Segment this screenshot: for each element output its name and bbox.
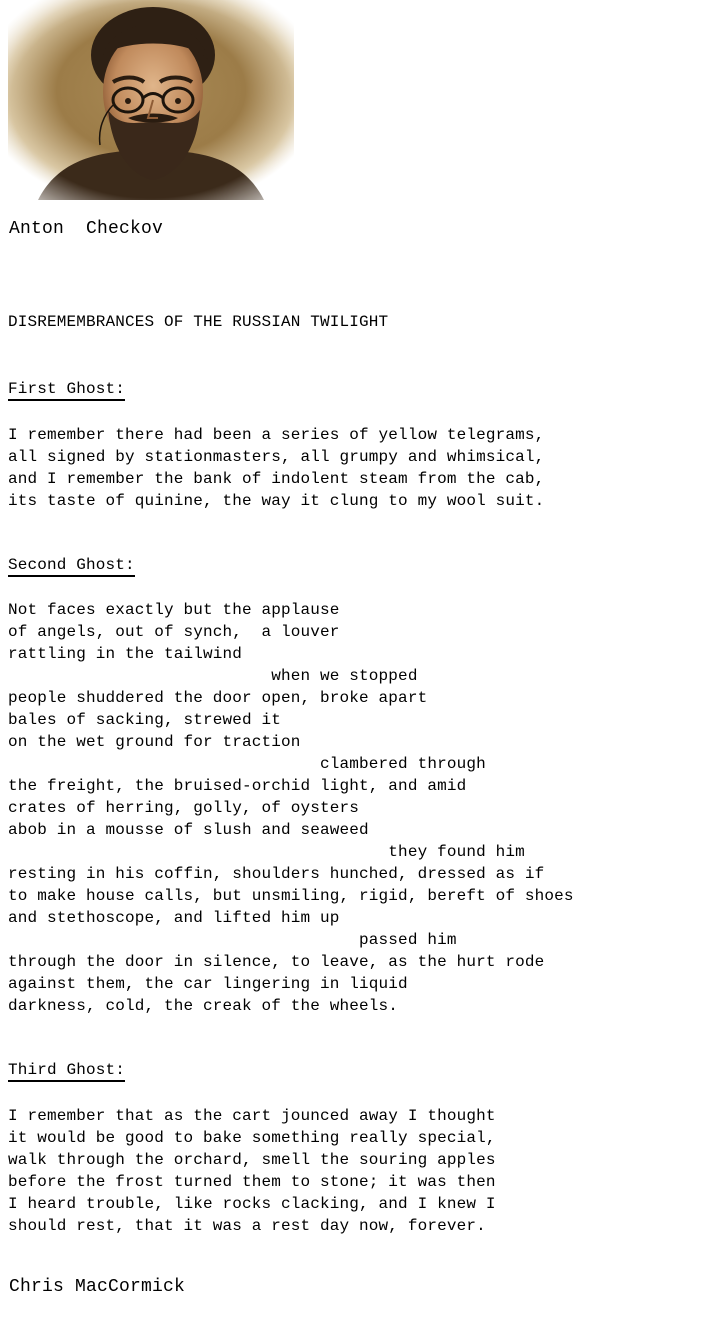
section-heading: Third Ghost: (8, 1061, 125, 1082)
poem-line: against them, the car lingering in liquid (8, 975, 408, 993)
poem-line: it would be good to bake something really special, (8, 1129, 496, 1147)
poem-line: people shuddered the door open, broke apart (8, 689, 428, 707)
poem-line: resting in his coffin, shoulders hunched, dressed as if (8, 865, 545, 883)
poem-line: I heard trouble, like rocks clacking, and I knew I (8, 1195, 496, 1213)
poem-line: through the door in silence, to leave, as the hurt rode (8, 953, 545, 971)
poem-line: clambered through (8, 755, 486, 773)
poet-signature: Chris MacCormick (9, 1277, 186, 1297)
stanza (8, 1105, 496, 1237)
poem-line: darkness, cold, the creak of the wheels. (8, 997, 399, 1015)
poem-line: I remember that as the cart jounced away I thought (8, 1107, 496, 1125)
poem-line: of angels, out of synch, a louver (8, 623, 340, 641)
poem-line: on the wet ground for traction (8, 733, 301, 751)
poem-line: before the frost turned them to stone; it was then (8, 1173, 496, 1191)
poem-line: bales of sacking, strewed it (8, 711, 282, 729)
portrait-image (8, 0, 294, 200)
author-portrait (8, 0, 294, 200)
poem-line: its taste of quinine, the way it clung to my wool suit. (8, 492, 545, 510)
poem-line: all signed by stationmasters, all grumpy and whimsical, (8, 448, 545, 466)
section-heading: Second Ghost: (8, 556, 135, 577)
poem-line: I remember there had been a series of yellow telegrams, (8, 426, 545, 444)
poem-line: passed him (8, 931, 457, 949)
section-heading: First Ghost: (8, 380, 125, 401)
poem-line: abob in a mousse of slush and seaweed (8, 821, 369, 839)
poem-line: when we stopped (8, 667, 418, 685)
poem-line: Not faces exactly but the applause (8, 601, 340, 619)
poem-line: and stethoscope, and lifted him up (8, 909, 340, 927)
poem-line: crates of herring, golly, of oysters (8, 799, 360, 817)
poem-title: DISREMEMBRANCES OF THE RUSSIAN TWILIGHT (8, 313, 389, 331)
poem-line: rattling in the tailwind (8, 645, 243, 663)
poem-line: and I remember the bank of indolent steam from the cab, (8, 470, 545, 488)
stanza (8, 599, 574, 1017)
poem-line: should rest, that it was a rest day now, forever. (8, 1217, 486, 1235)
poem-line: to make house calls, but unsmiling, rigid, bereft of shoes (8, 887, 574, 905)
section-first-ghost (8, 378, 544, 512)
poem-line: the freight, the bruised-orchid light, and amid (8, 777, 467, 795)
stanza (8, 424, 544, 512)
poem-line: they found him (8, 843, 525, 861)
section-third-ghost (8, 1059, 496, 1237)
poem-line: walk through the orchard, smell the souring apples (8, 1151, 496, 1169)
author-name: Anton Checkov (9, 219, 164, 239)
section-second-ghost (8, 554, 574, 1017)
